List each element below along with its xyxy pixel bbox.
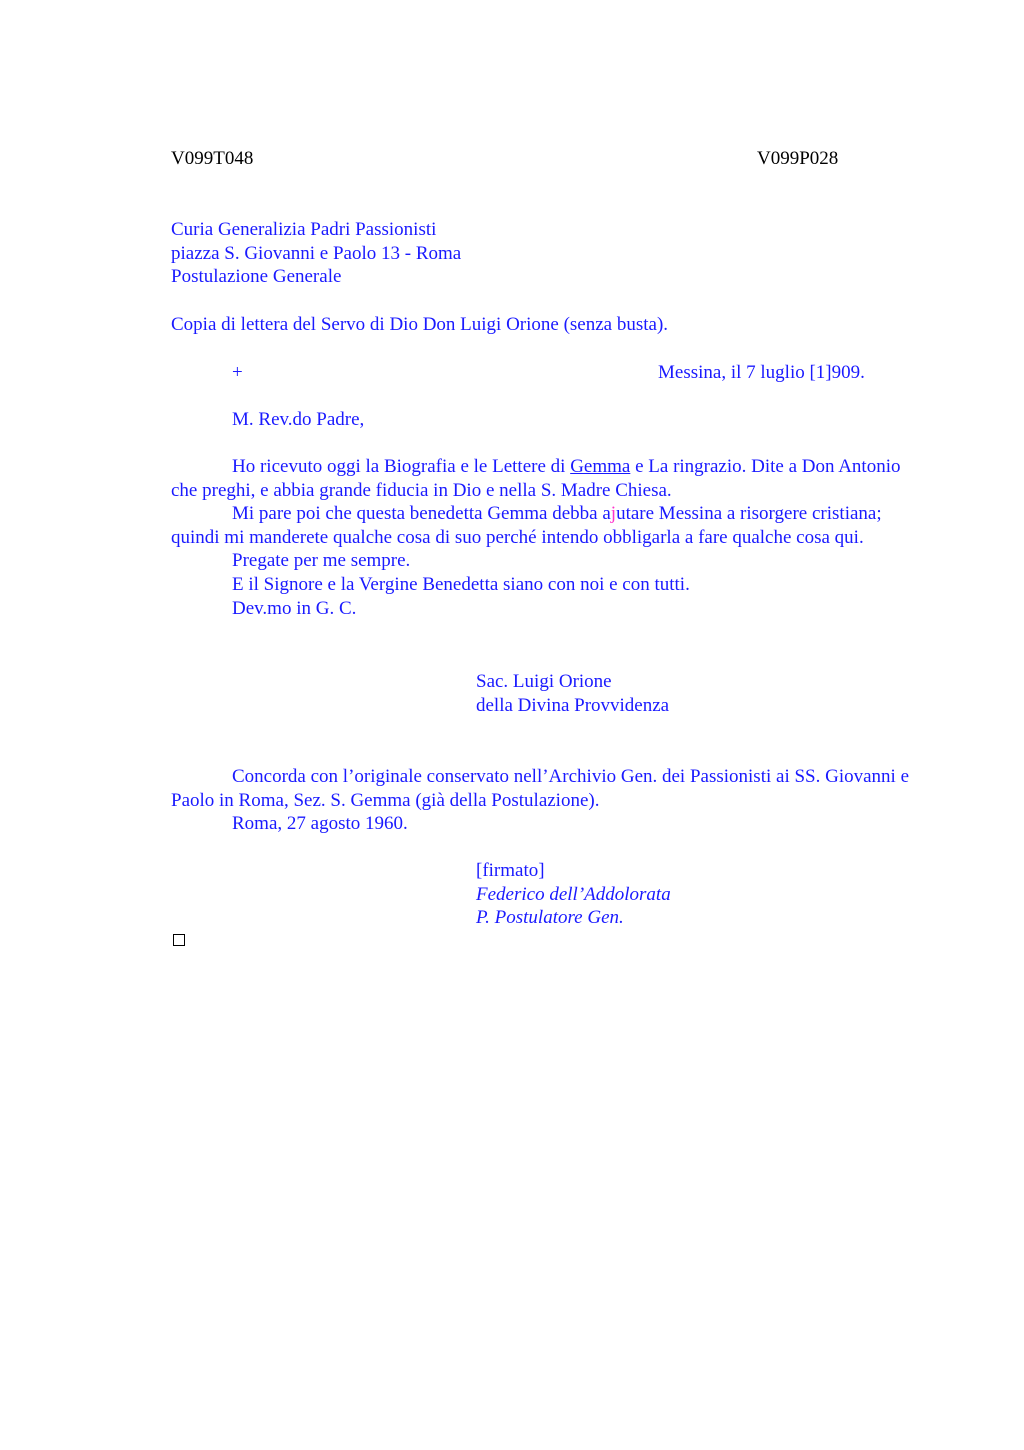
signature-congregation: della Divina Provvidenza [476, 694, 670, 716]
signer-title: P. Postulatore Gen. [476, 907, 624, 929]
letter-closing: Dev.mo in G. C. [232, 597, 357, 619]
certification-place-date: Roma, 27 agosto 1960. [232, 813, 408, 835]
letter-body [171, 455, 931, 620]
letter-paragraph-4: E il Signore e la Vergine Benedetta siano con noi e con tutti. [232, 573, 690, 595]
signed-label: [firmato] [476, 860, 545, 881]
highlighted-letter: j [610, 503, 617, 525]
letter-place-date: Messina, il 7 luglio [1]909. [658, 362, 865, 383]
letter-paragraph-2: Mi pare poi che questa benedetta Gemma debba ajutare Messina a risorgere cristiana; quindi mi manderete qualche cosa di suo perché intendo obbligarla a fare qualche cosa qui. [171, 503, 882, 548]
institution-office: Postulazione Generale [171, 266, 342, 288]
letter-paragraph-1: Ho ricevuto oggi la Biografia e le Lettere di Gemma e La ringrazio. Dite a Don Antonio che preghi, e abbia grande fiducia in Dio e nella S. Madre Chiesa. [171, 456, 901, 501]
certification-text: Concorda con l’originale conservato nell’Archivio Gen. dei Passionisti ai SS. Giovanni e Paolo in Roma, Sez. S. Gemma (già della Postulazione). [171, 766, 909, 811]
cross-symbol: + [232, 362, 243, 383]
end-marker-square-icon [173, 934, 185, 946]
gemma-underlined: Gemma [570, 456, 631, 477]
institution-address: piazza S. Giovanni e Paolo 13 - Roma [171, 242, 462, 264]
certification-block [171, 765, 931, 836]
institution-block [171, 218, 931, 289]
signature-name: Sac. Luigi Orione [476, 671, 612, 692]
certification-signature [476, 859, 671, 930]
letter-salutation: M. Rev.do Padre, [232, 409, 365, 430]
document-code-left: V099T048 [171, 148, 254, 169]
signer-name: Federico dell’Addolorata [476, 883, 671, 905]
document-code-right: V099P028 [757, 148, 839, 169]
letter-paragraph-3: Pregate per me sempre. [232, 550, 411, 572]
copy-note: Copia di lettera del Servo di Dio Don Luigi Orione (senza busta). [171, 314, 669, 335]
signature-block [476, 670, 669, 717]
institution-name: Curia Generalizia Padri Passionisti [171, 219, 437, 240]
